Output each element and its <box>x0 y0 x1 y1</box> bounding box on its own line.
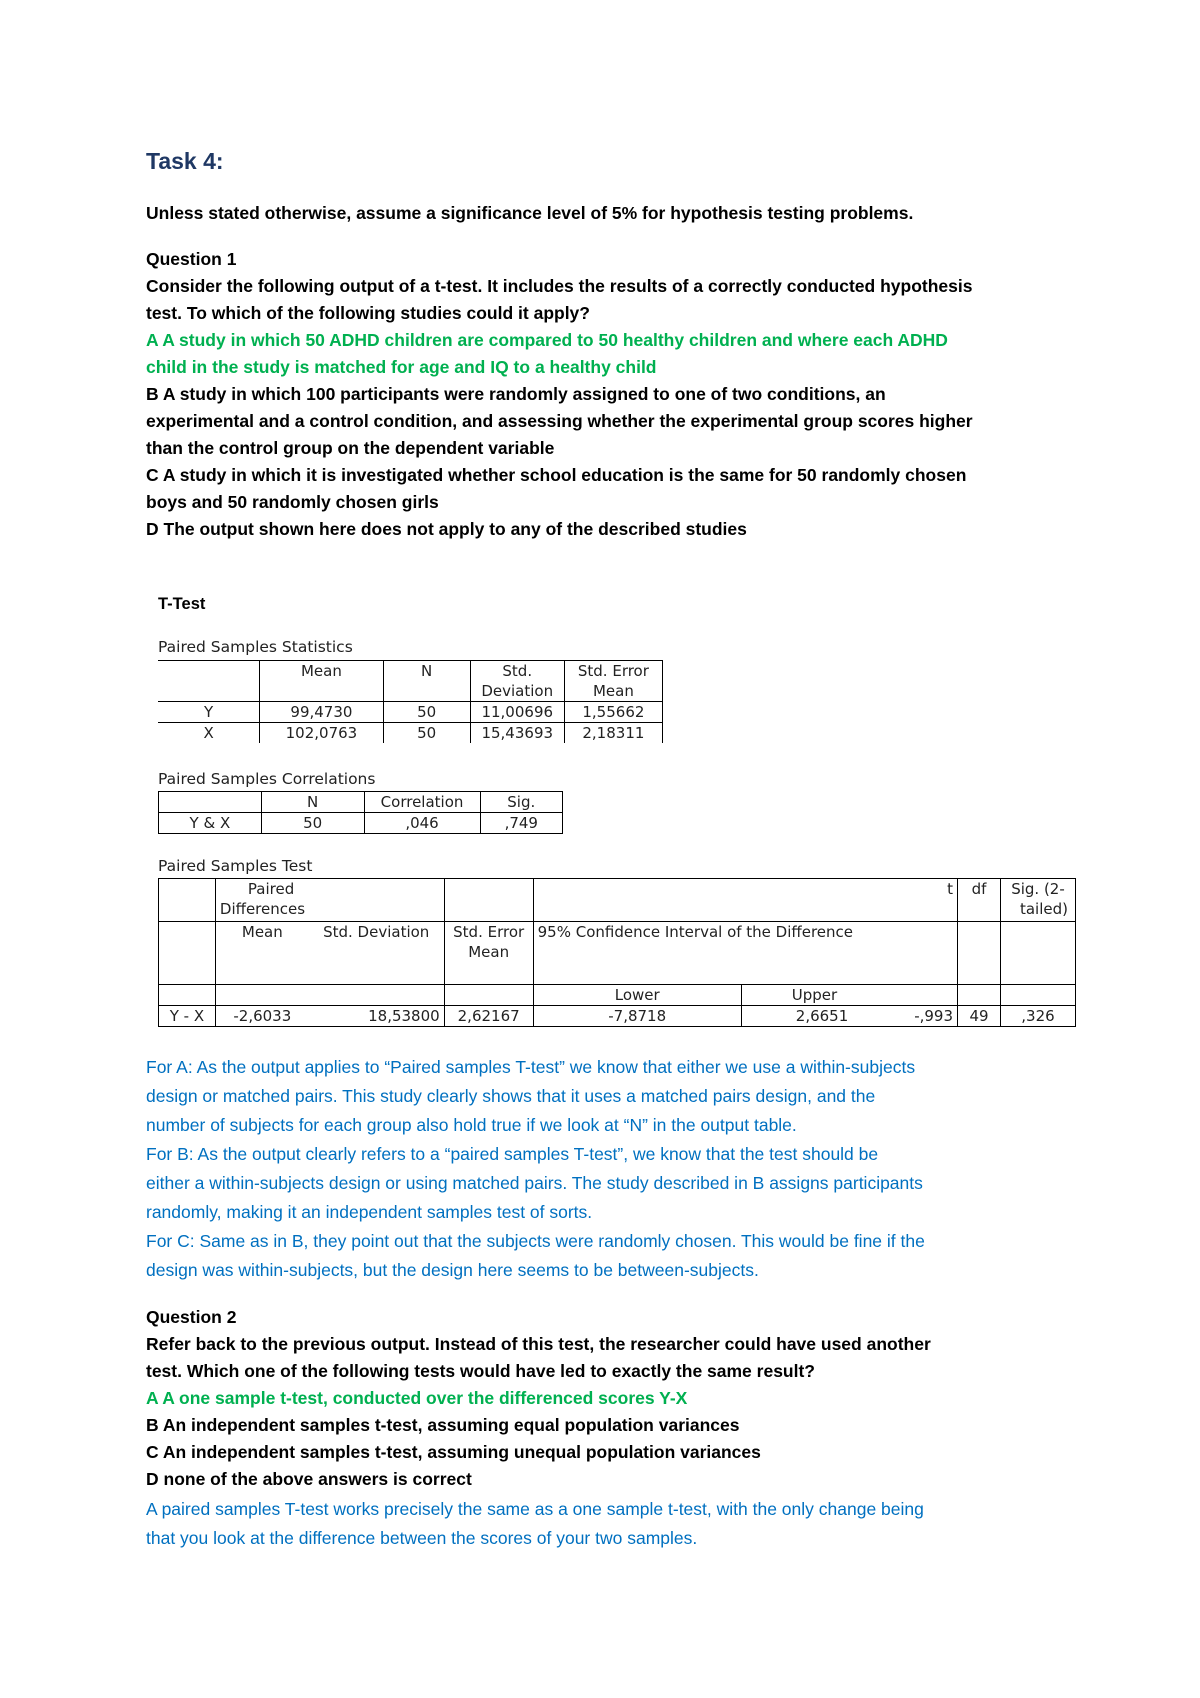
header-se: Std. Error <box>577 662 649 680</box>
header-sig: Sig. (2- <box>1011 880 1065 898</box>
header-sd: Std. <box>502 662 533 680</box>
header-upper: Upper <box>741 985 957 1006</box>
explanation-b: either a within-subjects design or using matched pairs. The study described in B assigns participants <box>146 1173 923 1193</box>
q1-option-b: experimental and a control condition, and assessing whether the experimental group scores higher <box>146 411 973 431</box>
intro-text: Unless stated otherwise, assume a significance level of 5% for hypothesis testing problems. <box>146 203 914 223</box>
header-mean: Mean <box>215 922 308 985</box>
q1-option-a-correct: child in the study is matched for age and IQ to a healthy child <box>146 357 657 377</box>
q1-option-c: boys and 50 randomly chosen girls <box>146 492 439 512</box>
table-row: X 102,0763 50 15,43693 2,18311 <box>158 723 663 744</box>
paired-stats-table <box>158 660 663 743</box>
q1-option-b: B A study in which 100 participants were randomly assigned to one of two conditions, an <box>146 384 886 404</box>
q1-option-c: C A study in which it is investigated whether school education is the same for 50 randomly chosen <box>146 465 967 485</box>
header-lower: Lower <box>533 985 741 1006</box>
ttest-output-label: T-Test <box>158 595 206 613</box>
explanation-a: number of subjects for each group also hold true if we look at “N” in the output table. <box>146 1115 797 1135</box>
explanation-c: design was within-subjects, but the design here seems to be between-subjects. <box>146 1260 759 1280</box>
table-row: Y - X -2,6033 18,53800 2,62167 -7,8718 2,6651 -,993 49 ,326 <box>159 1006 1076 1027</box>
header-std-deviation: Std. Deviation <box>309 922 444 985</box>
q1-option-b: than the control group on the dependent variable <box>146 438 555 458</box>
paired-test-table: Paired Differences t df Sig. (2- tailed) Mean Std. Deviation Std. Error Mean 95% Confidence Interval of the Difference Lower Upper Y - X -2,6033 18,53800 2,62167 -7,8718 2,6651 -,993 49 ,326 <box>158 878 1076 1027</box>
table-row: Y & X 50 ,046 ,749 <box>159 813 563 834</box>
paired-corr-table <box>158 791 563 834</box>
header-n: N <box>261 792 364 813</box>
header-sig: Sig. <box>480 792 562 813</box>
q1-option-d: D The output shown here does not apply to any of the described studies <box>146 519 747 539</box>
q2-option-a-correct: A A one sample t-test, conducted over the differenced scores Y-X <box>146 1388 688 1408</box>
header-confidence-interval: 95% Confidence Interval of the Difference <box>533 922 957 985</box>
paired-stats-title: Paired Samples Statistics <box>158 638 353 656</box>
question-2-stem: Refer back to the previous output. Instead of this test, the researcher could have used another <box>146 1334 931 1354</box>
header-paired-differences: Paired <box>247 880 295 898</box>
header-n: N <box>421 662 433 680</box>
paired-corr-title: Paired Samples Correlations <box>158 770 376 788</box>
q2-explanation: that you look at the difference between the scores of your two samples. <box>146 1528 698 1548</box>
paired-test-title: Paired Samples Test <box>158 857 313 875</box>
question-2-label: Question 2 <box>146 1307 237 1327</box>
header-correlation: Correlation <box>364 792 480 813</box>
q2-explanation: A paired samples T-test works precisely the same as a one sample t-test, with the only change being <box>146 1499 924 1519</box>
question-1-label: Question 1 <box>146 249 237 269</box>
explanation-a: For A: As the output applies to “Paired samples T-test” we know that either we use a within-subjects <box>146 1057 916 1077</box>
question-1-stem: Consider the following output of a t-test. It includes the results of a correctly conducted hypothesis <box>146 276 973 296</box>
q2-option-b: B An independent samples t-test, assuming equal population variances <box>146 1415 740 1435</box>
task-heading: Task 4: <box>146 148 224 174</box>
explanation-c: For C: Same as in B, they point out that the subjects were randomly chosen. This would be fine if the <box>146 1231 925 1251</box>
question-2-stem: test. Which one of the following tests would have led to exactly the same result? <box>146 1361 815 1381</box>
q2-option-d: D none of the above answers is correct <box>146 1469 472 1489</box>
header-sd: Deviation <box>481 682 554 700</box>
header-se: Mean <box>592 682 634 700</box>
header-t: t <box>741 879 957 922</box>
explanation-a: design or matched pairs. This study clearly shows that it uses a matched pairs design, and the <box>146 1086 876 1106</box>
table-row: Y 99,4730 50 11,00696 1,55662 <box>158 702 663 723</box>
header-mean: Mean <box>300 662 342 680</box>
question-1-stem: test. To which of the following studies could it apply? <box>146 303 590 323</box>
header-std-error: Std. Error <box>453 923 525 941</box>
explanation-b: For B: As the output clearly refers to a “paired samples T-test”, we know that the test should be <box>146 1144 879 1164</box>
explanation-b: randomly, making it an independent samples test of sorts. <box>146 1202 593 1222</box>
q2-option-c: C An independent samples t-test, assuming unequal population variances <box>146 1442 761 1462</box>
q1-option-a-correct: A A study in which 50 ADHD children are compared to 50 healthy children and where each ADHD <box>146 330 948 350</box>
header-df: df <box>958 879 1001 922</box>
